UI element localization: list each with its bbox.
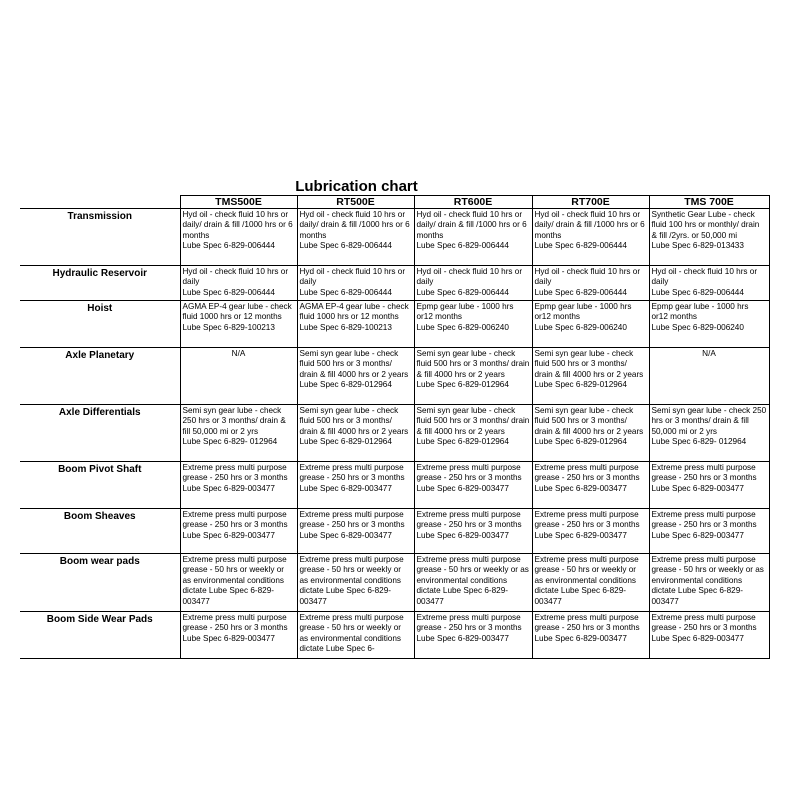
table-cell: AGMA EP-4 gear lube - check fluid 1000 hrs or 12 months Lube Spec 6-829-100213 bbox=[297, 301, 414, 348]
table-cell: Extreme press multi purpose grease - 250 hrs or 3 months Lube Spec 6-829-003477 bbox=[532, 509, 649, 554]
table-cell: Hyd oil - check fluid 10 hrs or daily Lube Spec 6-829-006444 bbox=[297, 266, 414, 301]
table-cell: Hyd oil - check fluid 10 hrs or daily Lube Spec 6-829-006444 bbox=[649, 266, 769, 301]
table-row bbox=[20, 348, 769, 405]
table-cell: Semi syn gear lube - check fluid 500 hrs or 3 months/ drain & fill 4000 hrs or 2 years Lube Spec 6-829-012964 bbox=[532, 405, 649, 462]
table-cell: Extreme press multi purpose grease - 50 hrs or weekly or as environmental conditions dictate Lube Spec 6-829-003477 bbox=[297, 554, 414, 612]
row-label: Boom Side Wear Pads bbox=[20, 612, 180, 659]
row-label: Axle Planetary bbox=[20, 348, 180, 405]
table-cell: Semi syn gear lube - check fluid 500 hrs or 3 months/ drain & fill 4000 hrs or 2 years Lube Spec 6-829-012964 bbox=[297, 405, 414, 462]
table-cell: AGMA EP-4 gear lube - check fluid 1000 hrs or 12 months Lube Spec 6-829-100213 bbox=[180, 301, 297, 348]
chart-title: Lubrication chart bbox=[295, 178, 418, 195]
table-cell: Semi syn gear lube - check fluid 500 hrs or 3 months/ drain & fill 4000 hrs or 2 years Lube Spec 6-829-012964 bbox=[414, 348, 532, 405]
table-row bbox=[20, 266, 769, 301]
table-cell: Hyd oil - check fluid 10 hrs or daily/ drain & fill /1000 hrs or 6 months Lube Spec 6-829-006444 bbox=[180, 209, 297, 266]
table-cell: Extreme press multi purpose grease - 50 hrs or weekly or as environmental conditions dictate Lube Spec 6-829-003477 bbox=[180, 554, 297, 612]
table-cell: Extreme press multi purpose grease - 250 hrs or 3 months Lube Spec 6-829-003477 bbox=[649, 509, 769, 554]
column-header: TMS500E bbox=[180, 196, 297, 209]
column-header: TMS 700E bbox=[649, 196, 769, 209]
table-cell: Extreme press multi purpose grease - 250 hrs or 3 months Lube Spec 6-829-003477 bbox=[532, 462, 649, 509]
table-cell: Extreme press multi purpose grease - 250 hrs or 3 months Lube Spec 6-829-003477 bbox=[180, 509, 297, 554]
table-cell: Hyd oil - check fluid 10 hrs or daily/ drain & fill /1000 hrs or 6 months Lube Spec 6-829-006444 bbox=[414, 209, 532, 266]
table-cell: Extreme press multi purpose grease - 250 hrs or 3 months Lube Spec 6-829-003477 bbox=[649, 462, 769, 509]
table-cell: Extreme press multi purpose grease - 250 hrs or 3 months Lube Spec 6-829-003477 bbox=[297, 509, 414, 554]
corner-cell bbox=[20, 196, 180, 209]
column-header: RT600E bbox=[414, 196, 532, 209]
table-cell: Extreme press multi purpose grease - 250 hrs or 3 months Lube Spec 6-829-003477 bbox=[297, 462, 414, 509]
row-label: Hoist bbox=[20, 301, 180, 348]
table-row bbox=[20, 405, 769, 462]
lubrication-table bbox=[20, 195, 770, 659]
table-row bbox=[20, 554, 769, 612]
row-label: Hydraulic Reservoir bbox=[20, 266, 180, 301]
table-cell: Semi syn gear lube - check fluid 500 hrs or 3 months/ drain & fill 4000 hrs or 2 years Lube Spec 6-829-012964 bbox=[297, 348, 414, 405]
row-label: Boom Pivot Shaft bbox=[20, 462, 180, 509]
row-label: Transmission bbox=[20, 209, 180, 266]
table-cell: Hyd oil - check fluid 10 hrs or daily Lube Spec 6-829-006444 bbox=[532, 266, 649, 301]
table-cell: Semi syn gear lube - check 250 hrs or 3 months/ drain & fill 50,000 mi or 2 yrs Lube Spec 6-829- 012964 bbox=[649, 405, 769, 462]
table-cell: Synthetic Gear Lube - check fluid 100 hrs or monthly/ drain & fill /2yrs. or 50,000 mi Lube Spec 6-829-013433 bbox=[649, 209, 769, 266]
table-cell: Extreme press multi purpose grease - 250 hrs or 3 months Lube Spec 6-829-003477 bbox=[180, 462, 297, 509]
table-cell: Extreme press multi purpose grease - 50 hrs or weekly or as environmental conditions dictate Lube Spec 6-829-003477 bbox=[532, 554, 649, 612]
table-row bbox=[20, 462, 769, 509]
table-cell: Extreme press multi purpose grease - 50 hrs or weekly or as environmental conditions dictate Lube Spec 6- bbox=[297, 612, 414, 659]
table-cell: Extreme press multi purpose grease - 50 hrs or weekly or as environmental conditions dictate Lube Spec 6-829-003477 bbox=[414, 554, 532, 612]
table-cell: Semi syn gear lube - check 250 hrs or 3 months/ drain & fill 50,000 mi or 2 yrs Lube Spec 6-829- 012964 bbox=[180, 405, 297, 462]
table-cell: Hyd oil - check fluid 10 hrs or daily Lube Spec 6-829-006444 bbox=[414, 266, 532, 301]
table-cell: Extreme press multi purpose grease - 250 hrs or 3 months Lube Spec 6-829-003477 bbox=[649, 612, 769, 659]
table-cell: Epmp gear lube - 1000 hrs or12 months Lube Spec 6-829-006240 bbox=[649, 301, 769, 348]
table-cell: Hyd oil - check fluid 10 hrs or daily/ drain & fill /1000 hrs or 6 months Lube Spec 6-829-006444 bbox=[532, 209, 649, 266]
column-header: RT500E bbox=[297, 196, 414, 209]
column-header: RT700E bbox=[532, 196, 649, 209]
row-label: Axle Differentials bbox=[20, 405, 180, 462]
table-cell: Extreme press multi purpose grease - 50 hrs or weekly or as environmental conditions dictate Lube Spec 6-829-003477 bbox=[649, 554, 769, 612]
table-cell: Epmp gear lube - 1000 hrs or12 months Lube Spec 6-829-006240 bbox=[532, 301, 649, 348]
header-row bbox=[20, 196, 769, 209]
table-row bbox=[20, 509, 769, 554]
table-cell: Epmp gear lube - 1000 hrs or12 months Lube Spec 6-829-006240 bbox=[414, 301, 532, 348]
table-cell: Hyd oil - check fluid 10 hrs or daily Lube Spec 6-829-006444 bbox=[180, 266, 297, 301]
table-cell: Semi syn gear lube - check fluid 500 hrs or 3 months/ drain & fill 4000 hrs or 2 years Lube Spec 6-829-012964 bbox=[414, 405, 532, 462]
table-row bbox=[20, 301, 769, 348]
table-cell: N/A bbox=[649, 348, 769, 405]
table-cell: Extreme press multi purpose grease - 250 hrs or 3 months Lube Spec 6-829-003477 bbox=[532, 612, 649, 659]
table-row bbox=[20, 612, 769, 659]
table-cell: Extreme press multi purpose grease - 250 hrs or 3 months Lube Spec 6-829-003477 bbox=[414, 462, 532, 509]
table-row bbox=[20, 209, 769, 266]
table-cell: Hyd oil - check fluid 10 hrs or daily/ drain & fill /1000 hrs or 6 months Lube Spec 6-829-006444 bbox=[297, 209, 414, 266]
table-cell: Extreme press multi purpose grease - 250 hrs or 3 months Lube Spec 6-829-003477 bbox=[414, 612, 532, 659]
row-label: Boom wear pads bbox=[20, 554, 180, 612]
table-cell: Extreme press multi purpose grease - 250 hrs or 3 months Lube Spec 6-829-003477 bbox=[180, 612, 297, 659]
table-cell: Extreme press multi purpose grease - 250 hrs or 3 months Lube Spec 6-829-003477 bbox=[414, 509, 532, 554]
table-cell: N/A bbox=[180, 348, 297, 405]
table-cell: Semi syn gear lube - check fluid 500 hrs or 3 months/ drain & fill 4000 hrs or 2 years Lube Spec 6-829-012964 bbox=[532, 348, 649, 405]
row-label: Boom Sheaves bbox=[20, 509, 180, 554]
